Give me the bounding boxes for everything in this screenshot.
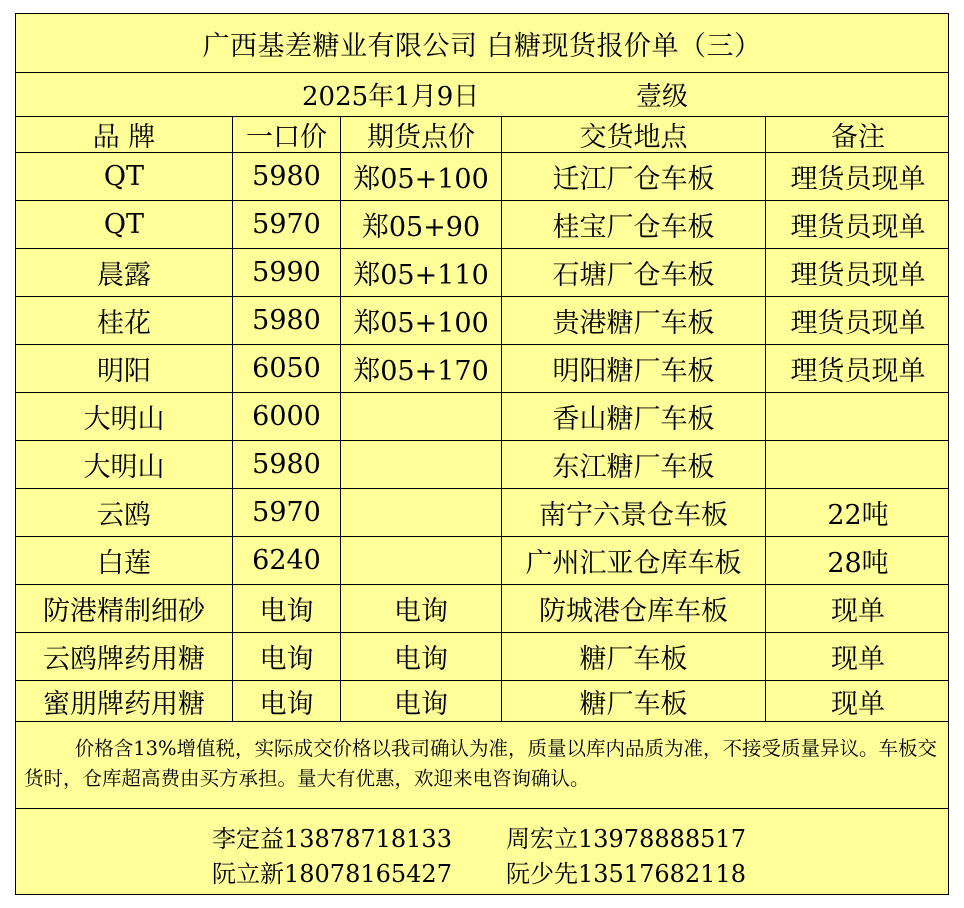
contact-2: 周宏立13978888517 <box>506 825 746 853</box>
cell-price: 5980 <box>233 441 341 488</box>
cell-brand: 白莲 <box>16 537 233 584</box>
cell-futures-price <box>341 393 502 440</box>
cell-delivery-location: 广州汇亚仓库车板 <box>502 537 766 584</box>
terms-notes <box>16 722 948 809</box>
cell-delivery-location: 东江糖厂车板 <box>502 441 766 488</box>
title-row <box>16 14 948 73</box>
cell-price: 6050 <box>233 345 341 392</box>
table-row <box>16 297 948 345</box>
header-delivery-location: 交货地点 <box>502 117 766 152</box>
cell-price: 5970 <box>233 489 341 536</box>
quote-date: 2025年1月9日 <box>302 82 480 112</box>
cell-brand: 云鸥 <box>16 489 233 536</box>
cell-brand: 大明山 <box>16 441 233 488</box>
sugar-grade: 壹级 <box>636 82 689 112</box>
cell-delivery-location: 桂宝厂仓车板 <box>502 201 766 248</box>
contacts <box>16 809 948 894</box>
cell-remark: 理货员现单 <box>790 356 926 387</box>
cell-brand: 大明山 <box>16 393 233 440</box>
cell-remark: 理货员现单 <box>790 212 926 243</box>
cell-delivery-location: 糖厂车板 <box>502 633 766 680</box>
cell-futures-price: 电询 <box>341 681 502 721</box>
cell-brand: 云鸥牌药用糖 <box>16 633 233 680</box>
cell-brand: QT <box>16 201 233 248</box>
header-row <box>16 117 948 153</box>
cell-remark <box>766 441 950 488</box>
cell-remark: 现单 <box>831 688 885 720</box>
table-row <box>16 537 948 585</box>
contact-4: 阮少先13517682118 <box>506 860 746 888</box>
cell-brand: 防港精制细砂 <box>16 585 233 632</box>
cell-futures-price: 郑05+170 <box>341 345 502 392</box>
cell-remark: 28吨 <box>827 548 889 579</box>
table-row <box>16 249 948 297</box>
date-row <box>16 73 948 117</box>
cell-futures-price: 郑05+100 <box>341 297 502 344</box>
cell-price: 电询 <box>233 633 341 680</box>
cell-delivery-location: 明阳糖厂车板 <box>502 345 766 392</box>
table-row <box>16 441 948 489</box>
cell-price: 5980 <box>233 153 341 200</box>
table-row <box>16 585 948 633</box>
contact-3: 阮立新18078165427 <box>212 860 452 888</box>
table-row <box>16 681 948 722</box>
table-row <box>16 201 948 249</box>
cell-brand: 桂花 <box>16 297 233 344</box>
cell-delivery-location: 香山糖厂车板 <box>502 393 766 440</box>
cell-delivery-location: 防城港仓库车板 <box>502 585 766 632</box>
cell-remark: 理货员现单 <box>790 260 926 291</box>
cell-price: 电询 <box>233 681 341 721</box>
header-remark: 备注 <box>831 122 885 153</box>
header-futures-price: 期货点价 <box>341 117 502 152</box>
cell-remark: 22吨 <box>827 500 889 531</box>
cell-delivery-location: 糖厂车板 <box>502 681 766 721</box>
cell-futures-price: 电询 <box>341 633 502 680</box>
table-row <box>16 489 948 537</box>
cell-brand: 蜜朋牌药用糖 <box>16 681 233 721</box>
cell-price: 6000 <box>233 393 341 440</box>
cell-remark: 现单 <box>831 596 885 627</box>
cell-delivery-location: 贵港糖厂车板 <box>502 297 766 344</box>
cell-brand: 晨露 <box>16 249 233 296</box>
cell-price: 6240 <box>233 537 341 584</box>
cell-price: 5990 <box>233 249 341 296</box>
cell-futures-price <box>341 489 502 536</box>
cell-futures-price: 电询 <box>341 585 502 632</box>
cell-delivery-location: 迁江厂仓车板 <box>502 153 766 200</box>
cell-remark: 理货员现单 <box>790 164 926 195</box>
table-row <box>16 345 948 393</box>
cell-price: 5980 <box>233 297 341 344</box>
cell-futures-price <box>341 537 502 584</box>
cell-futures-price: 郑05+90 <box>341 201 502 248</box>
cell-remark <box>766 393 950 440</box>
cell-futures-price: 郑05+110 <box>341 249 502 296</box>
cell-brand: 明阳 <box>16 345 233 392</box>
terms-text: 价格含13%增值税，实际成交价格以我司确认为准，质量以库内品质为准，不接受质量异议。车板交货时，仓库超高费由买方承担。量大有优惠，欢迎来电咨询确认。 <box>24 737 938 790</box>
cell-futures-price: 郑05+100 <box>341 153 502 200</box>
cell-delivery-location: 南宁六景仓车板 <box>502 489 766 536</box>
cell-delivery-location: 石塘厂仓车板 <box>502 249 766 296</box>
header-price: 一口价 <box>233 117 341 152</box>
table-row <box>16 633 948 681</box>
cell-brand: QT <box>16 153 233 200</box>
cell-price: 5970 <box>233 201 341 248</box>
contact-1: 李定益13878718133 <box>212 825 452 853</box>
table-row <box>16 393 948 441</box>
sheet-title: 广西基差糖业有限公司 白糖现货报价单（三） <box>202 30 762 62</box>
table-row <box>16 153 948 201</box>
header-brand: 品 牌 <box>16 117 233 152</box>
cell-futures-price <box>341 441 502 488</box>
cell-remark: 现单 <box>831 644 885 675</box>
cell-remark: 理货员现单 <box>790 308 926 339</box>
price-sheet <box>15 13 949 895</box>
cell-price: 电询 <box>233 585 341 632</box>
